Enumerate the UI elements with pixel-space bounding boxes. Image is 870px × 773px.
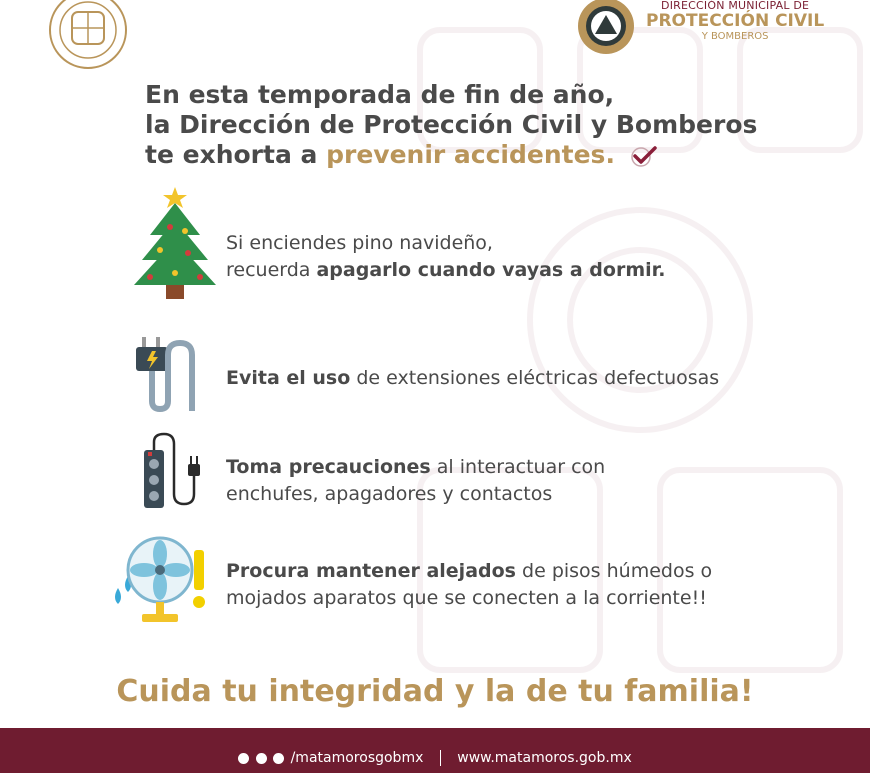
tip-strip-line2: enchufes, apagadores y contactos (226, 483, 553, 505)
tip-tree-line2 (226, 257, 666, 284)
tip-tree-line2-plain: recuerda (226, 259, 317, 281)
brand-line1: DIRECCIÓN MUNICIPAL DE (661, 0, 810, 12)
tip-row-power-strip (0, 432, 870, 512)
tip-tree-text (226, 230, 666, 284)
checkmark-icon (630, 144, 658, 168)
brand-line2: PROTECCIÓN CIVIL (646, 11, 825, 31)
christmas-tree-icon (130, 185, 220, 303)
tip-tree-bold: apagarlo cuando vayas a dormir. (316, 259, 666, 281)
website-link[interactable]: www.matamoros.gob.mx (457, 750, 632, 766)
tip-plug-text (226, 365, 719, 392)
headline-accent: prevenir accidentes. (326, 140, 615, 169)
tip-plug-plain: de extensiones eléctricas defectuosas (350, 367, 720, 389)
social-handle[interactable]: /matamorosgobmx (290, 750, 424, 766)
proteccion-civil-wordmark (646, 0, 824, 42)
proteccion-civil-logo (576, 0, 636, 56)
tip-fan-bold: Procura mantener alejados (226, 560, 516, 582)
tip-row-tree (0, 185, 870, 305)
facebook-icon[interactable] (238, 753, 249, 764)
closing-message: Cuida tu integridad y la de tu familia! (116, 674, 754, 709)
tip-strip-plain: al interactuar con (430, 456, 606, 478)
headline-line3 (145, 140, 785, 170)
tip-strip-line1 (226, 454, 605, 481)
tip-row-fan (0, 530, 870, 630)
power-strip-icon (140, 432, 210, 512)
headline-line2: la Dirección de Protección Civil y Bomberos (145, 110, 758, 139)
headline (145, 80, 785, 170)
footer-divider (440, 750, 441, 766)
brand-line3: Y BOMBEROS (701, 31, 769, 42)
instagram-icon[interactable] (256, 753, 267, 764)
fan-warning-icon (108, 530, 210, 625)
tip-plug-bold: Evita el uso (226, 367, 351, 389)
footer-bar (0, 728, 870, 773)
tip-row-plug (0, 333, 870, 413)
municipal-seal-logo (48, 0, 128, 70)
tip-tree-line1: Si enciendes pino navideño, (226, 232, 493, 254)
twitter-icon[interactable] (273, 753, 284, 764)
tip-strip-text (226, 454, 605, 508)
electric-plug-icon (134, 333, 208, 413)
footer-content (0, 750, 870, 766)
tip-strip-bold: Toma precauciones (226, 456, 431, 478)
tip-fan-line2: mojados aparatos que se conecten a la corriente!! (226, 587, 707, 609)
headline-line1: En esta temporada de fin de año, (145, 80, 615, 109)
tip-fan-plain: de pisos húmedos o (515, 560, 713, 582)
tip-fan-line1 (226, 558, 712, 585)
tip-fan-text (226, 558, 712, 612)
headline-line3-plain: te exhorta a (145, 140, 327, 169)
